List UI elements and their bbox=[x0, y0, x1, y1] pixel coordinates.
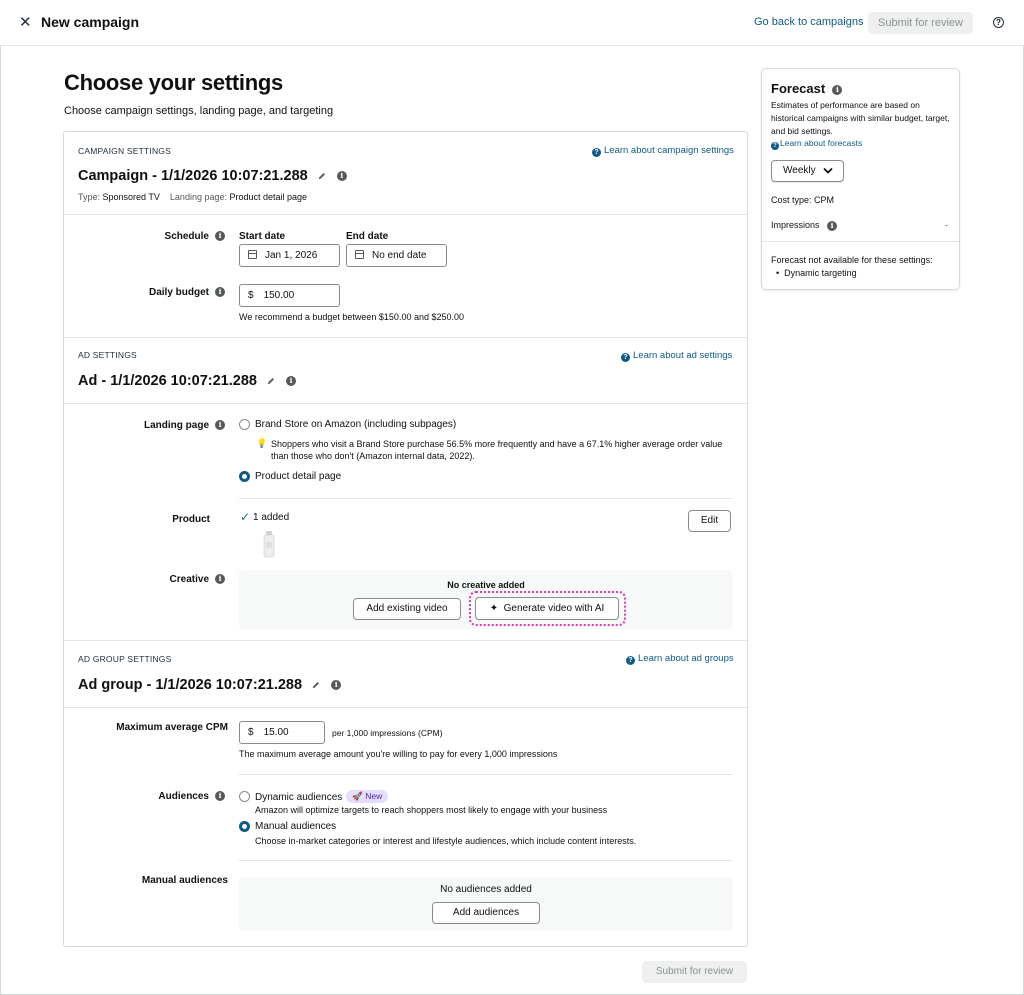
calendar-icon bbox=[355, 250, 364, 259]
product-detail-radio[interactable] bbox=[239, 471, 250, 482]
page-subtitle: Choose campaign settings, landing page, and targeting bbox=[64, 105, 334, 117]
product-thumbnail bbox=[256, 529, 282, 559]
learn-ad-settings-text: Learn about ad settings bbox=[633, 350, 733, 361]
landing-key: Landing page: bbox=[169, 192, 227, 202]
question-icon: ? bbox=[592, 148, 601, 157]
budget-hint: We recommend a budget between $150.00 and $250.00 bbox=[239, 312, 464, 322]
max-cpm-input[interactable] bbox=[239, 721, 325, 744]
generate-video-ai-button[interactable] bbox=[475, 597, 619, 620]
sparkle-icon: ✦ bbox=[489, 603, 499, 614]
pencil-icon[interactable] bbox=[318, 172, 326, 180]
forecast-period-select[interactable] bbox=[771, 160, 844, 182]
forecast-period-value: Weekly bbox=[783, 165, 816, 176]
divider bbox=[239, 498, 733, 499]
forecast-panel bbox=[761, 68, 960, 290]
divider bbox=[239, 860, 733, 861]
manual-audiences-desc: Choose in-market categories or interest and lifestyle audiences, which include content interests. bbox=[255, 836, 637, 846]
impressions-label bbox=[771, 220, 837, 231]
edit-product-button[interactable]: Edit bbox=[688, 510, 731, 532]
info-icon[interactable]: i bbox=[286, 376, 296, 386]
ad-title bbox=[78, 373, 296, 389]
dynamic-audiences-text: Dynamic audiences bbox=[255, 792, 343, 803]
learn-ad-groups-text: Learn about ad groups bbox=[638, 653, 734, 664]
info-icon[interactable]: i bbox=[331, 680, 341, 690]
creative-label bbox=[64, 574, 225, 585]
start-date-value: Jan 1, 2026 bbox=[265, 250, 318, 261]
info-icon[interactable]: i bbox=[337, 171, 347, 181]
rocket-icon: 🚀 bbox=[352, 791, 363, 801]
add-audiences-button[interactable]: Add audiences bbox=[432, 902, 540, 924]
app-title: New campaign bbox=[41, 14, 140, 30]
campaign-settings-label: CAMPAIGN SETTINGS bbox=[78, 146, 171, 156]
schedule-label bbox=[64, 231, 225, 242]
no-audiences-text: No audiences added bbox=[440, 884, 532, 895]
divider bbox=[64, 640, 747, 641]
audiences-label bbox=[64, 791, 225, 802]
question-icon: ? bbox=[621, 353, 630, 362]
type-value: Sponsored TV bbox=[102, 192, 160, 202]
manual-audiences-radio[interactable] bbox=[239, 821, 250, 832]
divider bbox=[64, 403, 747, 404]
divider bbox=[762, 241, 959, 242]
end-date-value: No end date bbox=[372, 250, 427, 261]
type-key: Type: bbox=[78, 192, 101, 202]
forecast-title-text: Forecast bbox=[771, 81, 826, 96]
audiences-label-text: Audiences bbox=[158, 791, 209, 802]
lightbulb-icon: 💡 bbox=[256, 438, 268, 448]
daily-budget-input[interactable] bbox=[239, 284, 340, 307]
divider bbox=[64, 337, 747, 338]
dynamic-audiences-desc: Amazon will optimize targets to reach shoppers most likely to engage with your business bbox=[255, 805, 608, 815]
learn-campaign-settings-text: Learn about campaign settings bbox=[604, 145, 734, 156]
manual-audiences-label: Manual audiences bbox=[141, 875, 228, 886]
info-icon[interactable]: i bbox=[215, 574, 225, 584]
learn-ad-settings-link[interactable] bbox=[621, 350, 732, 362]
campaign-title bbox=[78, 168, 347, 184]
campaign-meta bbox=[78, 192, 307, 202]
calendar-icon bbox=[248, 250, 257, 259]
product-added-count: 1 added bbox=[253, 512, 290, 523]
checkmark-icon: ✓ bbox=[240, 510, 251, 524]
ad-title-text: Ad - 1/1/2026 10:07:21.288 bbox=[78, 373, 257, 389]
info-icon[interactable]: i bbox=[215, 791, 225, 801]
settings-card bbox=[63, 131, 748, 947]
product-detail-option[interactable]: Product detail page bbox=[255, 471, 342, 482]
divider bbox=[64, 707, 747, 708]
cpm-hint: The maximum average amount you're willing to pay for every 1,000 impressions bbox=[239, 749, 558, 759]
forecast-title bbox=[771, 81, 842, 96]
brand-store-option[interactable]: Brand Store on Amazon (including subpages) bbox=[255, 419, 457, 430]
product-label: Product bbox=[172, 514, 210, 525]
learn-forecasts-link[interactable] bbox=[771, 138, 862, 150]
ad-group-title bbox=[78, 677, 341, 693]
forecast-unavailable-note: Forecast not available for these settings: bbox=[771, 255, 933, 265]
ad-group-settings-label: AD GROUP SETTINGS bbox=[78, 654, 172, 664]
landing-value: Product detail page bbox=[229, 192, 308, 202]
campaign-title-text: Campaign - 1/1/2026 10:07:21.288 bbox=[78, 168, 308, 184]
page-title: Choose your settings bbox=[64, 70, 283, 95]
question-icon: ? bbox=[626, 656, 635, 665]
divider bbox=[64, 214, 747, 215]
start-date-input[interactable] bbox=[239, 244, 340, 267]
new-badge bbox=[346, 790, 388, 803]
question-icon: ? bbox=[771, 142, 779, 150]
info-icon[interactable]: i bbox=[215, 287, 225, 297]
ad-settings-label: AD SETTINGS bbox=[78, 350, 137, 360]
generate-video-text: Generate video with AI bbox=[503, 603, 605, 614]
close-icon[interactable]: ✕ bbox=[19, 14, 32, 31]
submit-for-review-button-bottom[interactable]: Submit for review bbox=[642, 961, 747, 983]
start-date-label: Start date bbox=[239, 231, 286, 242]
max-cpm-value: 15.00 bbox=[263, 727, 289, 738]
currency-symbol: $ bbox=[248, 290, 254, 301]
ad-group-title-text: Ad group - 1/1/2026 10:07:21.288 bbox=[78, 677, 303, 693]
learn-campaign-settings-link[interactable] bbox=[592, 145, 734, 157]
divider bbox=[239, 774, 733, 775]
landing-page-label-text: Landing page bbox=[144, 420, 209, 431]
impressions-label-text: Impressions bbox=[771, 220, 820, 230]
top-bar bbox=[0, 0, 1024, 46]
chevron-down-icon bbox=[823, 167, 833, 175]
pencil-icon[interactable] bbox=[267, 377, 275, 385]
no-creative-text: No creative added bbox=[447, 580, 525, 590]
currency-symbol: $ bbox=[248, 727, 254, 738]
back-to-campaigns-link[interactable]: Go back to campaigns bbox=[754, 16, 864, 28]
help-icon[interactable]: ? bbox=[993, 17, 1004, 28]
info-icon[interactable]: i bbox=[832, 85, 842, 95]
add-existing-video-button[interactable]: Add existing video bbox=[353, 598, 461, 620]
brand-store-note: Shoppers who visit a Brand Store purchase 56.5% more frequently and have a 67.1% higher average order value than those who don't (Amazon internal data, 2022). bbox=[271, 439, 723, 461]
manual-audiences-option[interactable]: Manual audiences bbox=[255, 821, 337, 832]
brand-store-radio[interactable] bbox=[239, 419, 250, 430]
creative-label-text: Creative bbox=[169, 574, 209, 585]
dynamic-audiences-option[interactable] bbox=[255, 790, 388, 803]
end-date-input[interactable] bbox=[346, 244, 447, 267]
cost-type: Cost type: CPM bbox=[771, 195, 835, 205]
daily-budget-value: 150.00 bbox=[263, 290, 295, 301]
learn-forecasts-text: Learn about forecasts bbox=[780, 138, 863, 148]
landing-page-label bbox=[64, 420, 225, 431]
schedule-label-text: Schedule bbox=[164, 231, 209, 242]
cpm-unit: per 1,000 impressions (CPM) bbox=[332, 728, 443, 738]
daily-budget-label bbox=[64, 287, 225, 298]
dynamic-audiences-radio[interactable] bbox=[239, 791, 250, 802]
end-date-label: End date bbox=[346, 231, 389, 242]
forecast-unavailable-item: • Dynamic targeting bbox=[776, 268, 857, 278]
pencil-icon[interactable] bbox=[312, 681, 320, 689]
learn-ad-groups-link[interactable] bbox=[626, 653, 734, 665]
daily-budget-label-text: Daily budget bbox=[148, 287, 209, 298]
forecast-description: Estimates of performance are based on historical campaigns with similar budget, target, and bid settings. bbox=[771, 100, 950, 136]
submit-for-review-button-top[interactable]: Submit for review bbox=[868, 12, 973, 34]
new-badge-text: New bbox=[365, 791, 383, 801]
info-icon[interactable]: i bbox=[215, 231, 225, 241]
forecast-unavailable-item-text: Dynamic targeting bbox=[784, 268, 857, 278]
max-cpm-label: Maximum average CPM bbox=[116, 722, 228, 733]
impressions-value: - bbox=[945, 220, 948, 230]
info-icon[interactable]: i bbox=[827, 221, 837, 231]
info-icon[interactable]: i bbox=[215, 420, 225, 430]
